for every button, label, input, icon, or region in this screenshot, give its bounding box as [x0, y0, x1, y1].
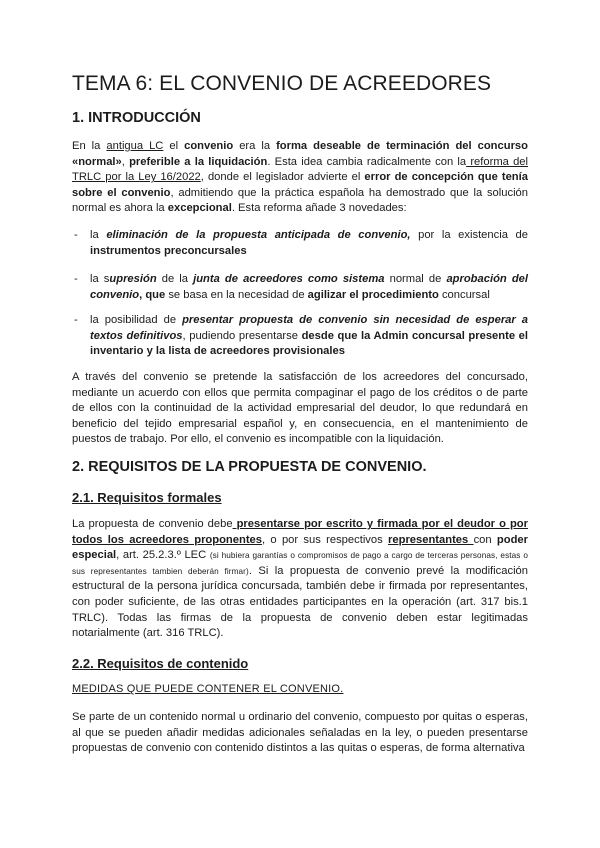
subsection-heading-contenido: 2.2. Requisitos de contenido — [72, 656, 249, 671]
formales-text: . Si la propuesta de convenio prevé la modificación estructural de la persona jurídica concursada, también debe ir firmada por representantes, con poder suficiente, de las otras entidades participantes en la operación (art. 317 bis.1 TRLC). Todas las firmas de la propuesta de convenio deben estar legitimadas notarialmente (art. 316 TRLC). — [72, 564, 528, 640]
formales-text: , art. 25.2.3.º LEC — [116, 549, 210, 562]
intro-bold: excepcional — [167, 202, 232, 215]
formales-small-note: (si hubiera garantías o compromisos de pago a cargo de terceras personas, estas o sus representantes tambien deberán firmar) — [72, 551, 528, 576]
list-bold-italic: aprobación del convenio — [90, 273, 528, 301]
list-bold: desde que la Admin concursal presente el inventario y la lista de acreedores provisionales — [90, 329, 528, 358]
list-text: , pudiendo presentarse — [182, 329, 302, 342]
intro-bold: preferible a la liquidación — [129, 155, 268, 168]
contenido-paragraph: Se parte de un contenido normal u ordinario del convenio, compuesto por quitas o esperas, al que se pueden añadir medidas adicionales señaladas en la ley, o pueden presentarse propuestas de convenio con contenido distintos a las quitas o esperas, de forma alternativa — [72, 711, 528, 755]
list-dash: - — [74, 229, 78, 241]
intro-text: . Esta idea cambia radicalmente con la — [267, 155, 467, 168]
list-item-text — [90, 228, 528, 259]
list-text: la s — [90, 273, 110, 285]
list-item-text — [90, 272, 528, 303]
formales-bold-underline: representantes — [388, 533, 474, 546]
intro-text: era la — [233, 140, 277, 152]
formales-text: con — [473, 533, 497, 546]
intro-text: . Esta reforma añade 3 novedades: — [231, 202, 407, 215]
list-bold-italic: upresión — [109, 273, 157, 285]
formales-bold-underline: presentarse por escrito y firmada por el deudor o por todos los acreedores proponentes — [72, 518, 528, 546]
subsection-heading-formales: 2.1. Requisitos formales — [72, 490, 222, 505]
document-title: TEMA 6: EL CONVENIO DE ACREEDORES — [72, 72, 492, 95]
intro-link-reforma: reforma del TRLC por la Ley 16/2022 — [72, 155, 529, 184]
list-text: la posibilidad de — [90, 314, 183, 326]
list-dash: - — [74, 273, 78, 285]
formales-bold: poder especial — [72, 533, 528, 562]
section-heading-requisitos: 2. REQUISITOS DE LA PROPUESTA DE CONVENIO. — [72, 459, 427, 475]
intro-bold: error de concepción que tenía sobre el convenio — [72, 171, 528, 199]
formales-text: , o por sus respectivos — [262, 533, 389, 546]
list-text: normal de — [384, 273, 447, 285]
intro-bold: forma deseable de terminación del concurso «normal» — [72, 140, 528, 168]
intro-paragraph — [72, 139, 528, 217]
list-item-text — [90, 313, 528, 360]
list-text: por la existencia de — [410, 229, 528, 241]
list-bold: , que — [139, 288, 166, 301]
intro-text: , donde el legislador advierte el — [200, 171, 365, 184]
closing-paragraph: A través del convenio se pretende la satisfacción de los acreedores del concursado, mediante un acuerdo con ellos que permita compaginar el pago de los créditos o de parte de ellos con la continuidad de la actividad empresarial del deudor, lo que redundará en beneficio del tejido empresarial español y, en consecuencia, en el mantenimiento de puestos de trabajo. Por ello, el convenio es incompatible con la liquidación. — [72, 371, 528, 446]
list-dash: - — [74, 314, 78, 326]
list-text: concursal — [438, 288, 490, 301]
formales-paragraph — [72, 517, 528, 642]
medidas-caps-heading: MEDIDAS QUE PUEDE CONTENER EL CONVENIO. — [72, 683, 344, 695]
list-bold-italic: junta de acreedores como sistema — [193, 273, 385, 285]
list-bold: agilizar el procedimiento — [307, 288, 439, 301]
list-text: la — [90, 229, 107, 241]
list-item — [72, 228, 528, 259]
list-text: se basa en la necesidad de — [165, 288, 308, 301]
intro-bold: convenio — [184, 140, 234, 152]
intro-text: el — [163, 140, 185, 152]
list-bold-italic: eliminación de la propuesta anticipada de convenio, — [106, 229, 411, 241]
intro-text: En la — [72, 140, 107, 152]
list-text: de la — [156, 273, 194, 285]
intro-text: , admitiendo que la práctica española ha demostrado que la solución normal es ahora la — [72, 186, 528, 215]
intro-text: , — [121, 155, 130, 168]
list-item — [72, 272, 528, 303]
list-bold-italic: presentar propuesta de convenio sin necesidad de esperar a textos definitivos — [90, 314, 528, 342]
formales-text: La propuesta de convenio debe — [72, 518, 233, 530]
list-item — [72, 313, 528, 360]
list-bold: instrumentos preconcursales — [90, 244, 247, 257]
intro-link-antigua-lc: antigua LC — [106, 140, 164, 152]
section-heading-introduccion: 1. INTRODUCCIÓN — [72, 110, 201, 126]
